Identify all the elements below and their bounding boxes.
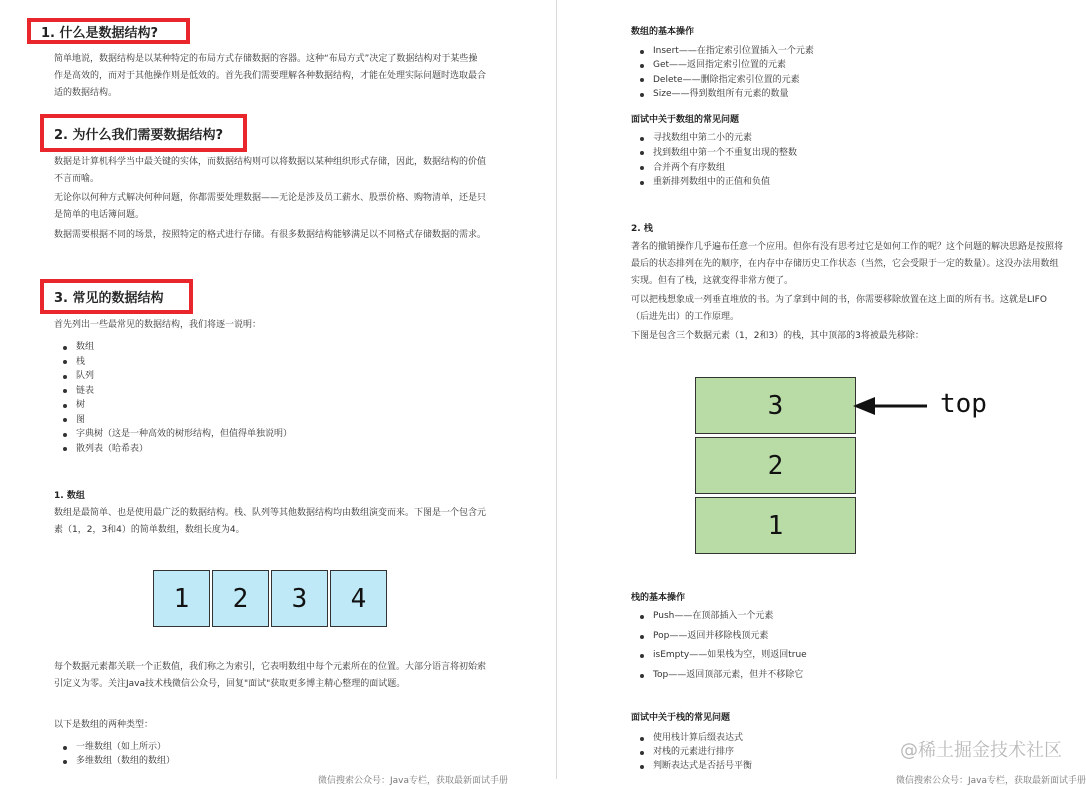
page-footer: 微信搜索公众号：Java专栏，获取最新面试手册 (896, 776, 1086, 786)
stack-paragraph-2: 可以把栈想象成一列垂直堆放的书。为了拿到中间的书，你需要移除放置在这上面的所有书。这就是LIFO（后进先出）的工作原理。 (631, 295, 1047, 322)
top-label: top (940, 389, 987, 419)
list-item: 判断表达式是否括号平衡 (631, 759, 752, 773)
list-item: 链表 (54, 384, 292, 399)
list-item: 散列表（哈希表） (54, 442, 292, 457)
list-item: Get——返回指定索引位置的元素 (631, 58, 814, 72)
array-ops-list (631, 44, 814, 102)
data-structure-list (54, 340, 292, 456)
array-heading: 1. 数组 (54, 491, 85, 501)
list-item: 对栈的元素进行排序 (631, 745, 752, 759)
section2-paragraph-1: 数据是计算机科学当中最关键的实体，而数据结构则可以将数据以某种组织形式存储，因此，数据结构的价值不言而喻。 (54, 157, 487, 184)
watermark: @稀土掘金技术社区 (900, 740, 1062, 761)
section3-heading-box (40, 279, 193, 314)
array-paragraph: 数组是最简单、也是使用最广泛的数据结构。栈、队列等其他数据结构均由数组演变而来。下图是一个包含元素（1，2，3和4）的简单数组，数组长度为4。 (54, 508, 487, 535)
list-item: 字典树（这是一种高效的树形结构，但值得单独说明） (54, 427, 292, 442)
stack-ops-heading: 栈的基本操作 (631, 593, 686, 603)
list-item: 树 (54, 398, 292, 413)
list-item: 一维数组（如上所示） (54, 740, 175, 754)
list-item: 寻找数组中第二小的元素 (631, 131, 797, 146)
array-ops-heading: 数组的基本操作 (631, 27, 695, 37)
section3-heading: 3. 常见的数据结构 (54, 291, 164, 306)
list-item: 队列 (54, 369, 292, 384)
list-item: Insert——在指定索引位置插入一个元素 (631, 44, 814, 58)
list-item: Push——在顶部插入一个元素 (631, 607, 807, 627)
stack-cell: 3 (695, 377, 856, 434)
array-cell: 2 (212, 570, 269, 627)
array-faq-list (631, 131, 797, 190)
list-item: isEmpty——如果栈为空，则返回true (631, 646, 807, 666)
array-types-list (54, 740, 175, 769)
section2-heading-box (40, 114, 247, 152)
stack-cell: 2 (695, 437, 856, 494)
list-item: 使用栈计算后缀表达式 (631, 731, 752, 745)
list-item: 数组 (54, 340, 292, 355)
array-paragraph-2: 每个数据元素都关联一个正数值，我们称之为索引，它表明数组中每个元素所在的位置。大部分语言将初始索引定义为零。关注Java技术栈微信公众号，回复"面试"获取更多博主精心整理的面试题。 (54, 662, 487, 689)
stack-heading: 2. 栈 (631, 224, 653, 234)
list-item: Size——得到数组所有元素的数量 (631, 87, 814, 101)
list-item: 栈 (54, 355, 292, 370)
stack-diagram (695, 377, 856, 557)
list-item: Delete——删除指定索引位置的元素 (631, 73, 814, 87)
stack-faq-list (631, 731, 752, 774)
section2-paragraph-2: 无论你以何种方式解决何种问题，你都需要处理数据——无论是涉及员工薪水、股票价格、购物清单，还是只是简单的电话簿问题。 (54, 193, 487, 220)
stack-ops-list (631, 607, 807, 685)
right-page (558, 0, 1086, 786)
array-cell: 4 (330, 570, 387, 627)
array-diagram (153, 570, 389, 627)
section1-paragraph: 简单地说，数据结构是以某种特定的布局方式存储数据的容器。这种“布局方式”决定了数据结构对于某些操作是高效的，而对于其他操作则是低效的。首先我们需要理解各种数据结构，才能在处理实际问题时选取最合适的数据结构。 (54, 54, 487, 98)
list-item: Top——返回顶部元素，但并不移除它 (631, 666, 807, 686)
stack-paragraph-1: 著名的撤销操作几乎遍布任意一个应用。但你有没有思考过它是如何工作的呢？这个问题的解决思路是按照将最后的状态排列在先的顺序，在内存中存储历史工作状态（当然，它会受限于一定的数量）。这没办法用数组实现。但有了栈，这就变得非常方便了。 (631, 242, 1064, 286)
stack-cell: 1 (695, 497, 856, 554)
section2-paragraph-3: 数据需要根据不同的场景，按照特定的格式进行存储。有很多数据结构能够满足以不同格式存储数据的需求。 (54, 230, 487, 240)
array-cell: 3 (271, 570, 328, 627)
array-cell: 1 (153, 570, 210, 627)
top-pointer-arrow-icon (853, 394, 933, 418)
list-item: 图 (54, 413, 292, 428)
array-types-intro: 以下是数组的两种类型： (54, 720, 154, 730)
stack-faq-heading: 面试中关于栈的常见问题 (631, 713, 731, 723)
list-item: 合并两个有序数组 (631, 161, 797, 176)
section1-heading: 1. 什么是数据结构? (41, 25, 159, 41)
section2-heading: 2. 为什么我们需要数据结构? (54, 127, 224, 143)
list-item: Pop——返回并移除栈顶元素 (631, 627, 807, 647)
section1-heading-box (27, 18, 190, 44)
page-divider (556, 0, 557, 779)
page-footer: 微信搜索公众号：Java专栏，获取最新面试手册 (318, 776, 509, 786)
array-faq-heading: 面试中关于数组的常见问题 (631, 115, 740, 125)
list-item: 多维数组（数组的数组） (54, 754, 175, 768)
list-item: 找到数组中第一个不重复出现的整数 (631, 146, 797, 161)
section3-intro: 首先列出一些最常见的数据结构，我们将逐一说明： (54, 320, 262, 330)
list-item: 重新排列数组中的正值和负值 (631, 175, 797, 190)
stack-paragraph-3: 下图是包含三个数据元素（1，2和3）的栈，其中顶部的3将被最先移除： (631, 331, 924, 341)
